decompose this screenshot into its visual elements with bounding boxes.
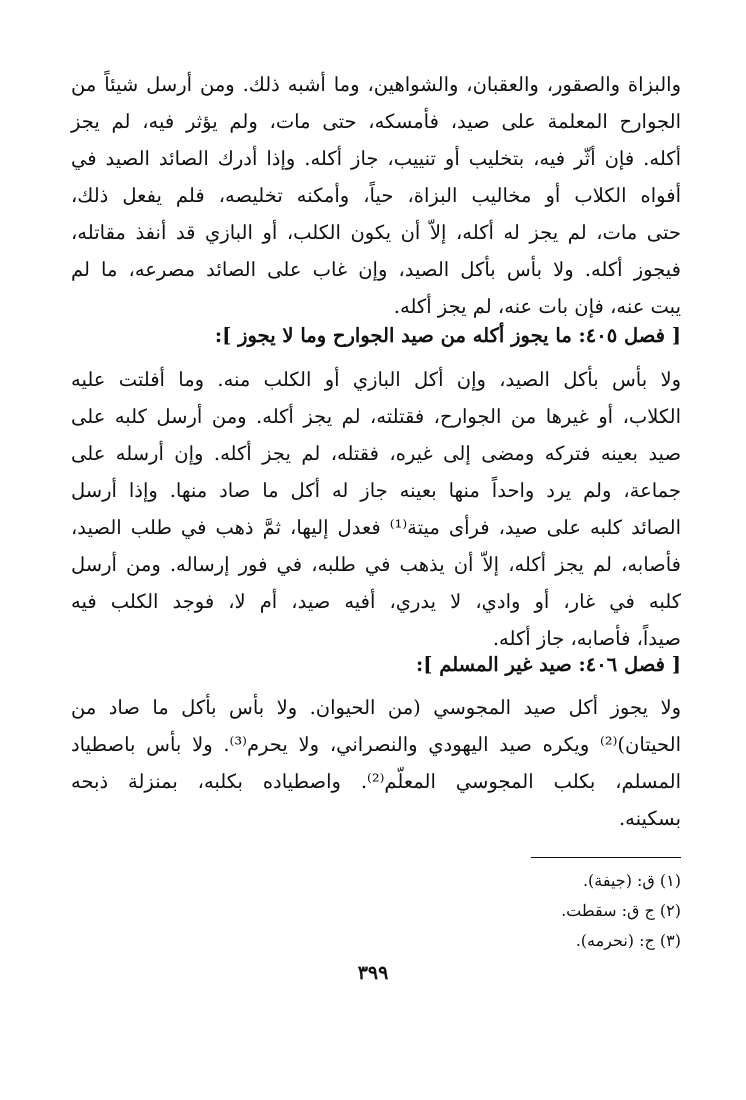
paragraph-2 xyxy=(71,361,681,657)
text-line: حتى مات، لم يجز له أكله، إلاّ أن يكون الكلب، أو البازي قد أنفذ مقاتله، xyxy=(71,221,681,244)
text-line: فيجوز أكله. ولا بأس بأكل الصيد، وإن غاب على الصائد مصرعه، ما لم xyxy=(71,258,681,281)
section-heading-405: [ فصل ٤٠٥: ما يجوز أكله من صيد الجوارح وما لا يجوز ]: xyxy=(214,324,681,347)
text-line: والبزاة والصقور، والعقبان، والشواهين، وما أشبه ذلك. ومن أرسل شيئاً من xyxy=(71,73,681,96)
text-line: يبت عنه، فإن بات عنه، لم يجز أكله. xyxy=(393,295,681,318)
text-line: أفواه الكلاب أو مخاليب البزاة، حياً، وأمكنه تخليصه، فلم يفعل ذلك، xyxy=(71,184,681,207)
footnote-2: (٢) ج ق: سقطت. xyxy=(561,901,681,920)
text-line: كلبه في غار، أو وادي، لا يدري، أفيه صيد، أم لا، فوجد الكلب فيه xyxy=(71,590,681,613)
page-number: ٣٩٩ xyxy=(357,962,389,984)
text-line: فأصابه، لم يجز أكله، إلاّ أن يذهب في طلبه، في فور إرساله. ومن أرسل xyxy=(71,553,681,576)
text-line: المسلم، بكلب المجوسي المعلّم⁽²⁾. واصطياده بكلبه، بمنزلة ذبحه xyxy=(71,770,681,793)
text-line: الصائد كلبه على صيد، فرأى ميتة⁽¹⁾ فعدل إليها، ثمَّ ذهب في طلب الصيد، xyxy=(71,516,681,539)
footnote-3: (٣) ج: (نحرمه). xyxy=(575,931,681,950)
text-line: الكلاب، أو غيرها من الجوارح، فقتلته، لم يجز أكله. ومن أرسل كلبه على xyxy=(71,405,681,428)
text-line: الجوارح المعلمة على صيد، فأمسكه، حتى مات، ولم يؤثر فيه، لم يجز xyxy=(71,110,681,133)
text-line: الحيتان)⁽²⁾ ويكره صيد اليهودي والنصراني، ولا يحرم⁽³⁾. ولا بأس باصطياد xyxy=(71,733,681,756)
text-line: أكله. فإن أثّر فيه، بتخليب أو تنييب، جاز أكله. وإذا أدرك الصائد الصيد في xyxy=(71,147,681,170)
text-line: صيد بعينه فتركه ومضى إلى غيره، فقتله، لم يجز أكله. وإن أرسله على xyxy=(71,442,681,465)
section-heading-406: [ فصل ٤٠٦: صيد غير المسلم ]: xyxy=(416,653,681,676)
footnotes xyxy=(281,866,681,956)
paragraph-1 xyxy=(71,66,681,325)
text-line: بسكينه. xyxy=(618,807,681,830)
text-line: جماعة، ولم يرد واحداً منها بعينه جاز له أكل ما صاد منها. وإذا أرسل xyxy=(71,479,681,502)
text-line: ولا بأس بأكل الصيد، وإن أكل البازي أو الكلب منه. وما أفلتت عليه xyxy=(71,368,681,391)
paragraph-3 xyxy=(71,689,681,837)
text-line: صيداً، فأصابه، جاز أكله. xyxy=(492,627,681,650)
footnote-divider xyxy=(531,857,681,858)
footnote-1: (١) ق: (جيفة). xyxy=(582,871,681,890)
text-line: ولا يجوز أكل صيد المجوسي (من الحيوان. ولا بأس بأكل ما صاد من xyxy=(71,696,681,719)
